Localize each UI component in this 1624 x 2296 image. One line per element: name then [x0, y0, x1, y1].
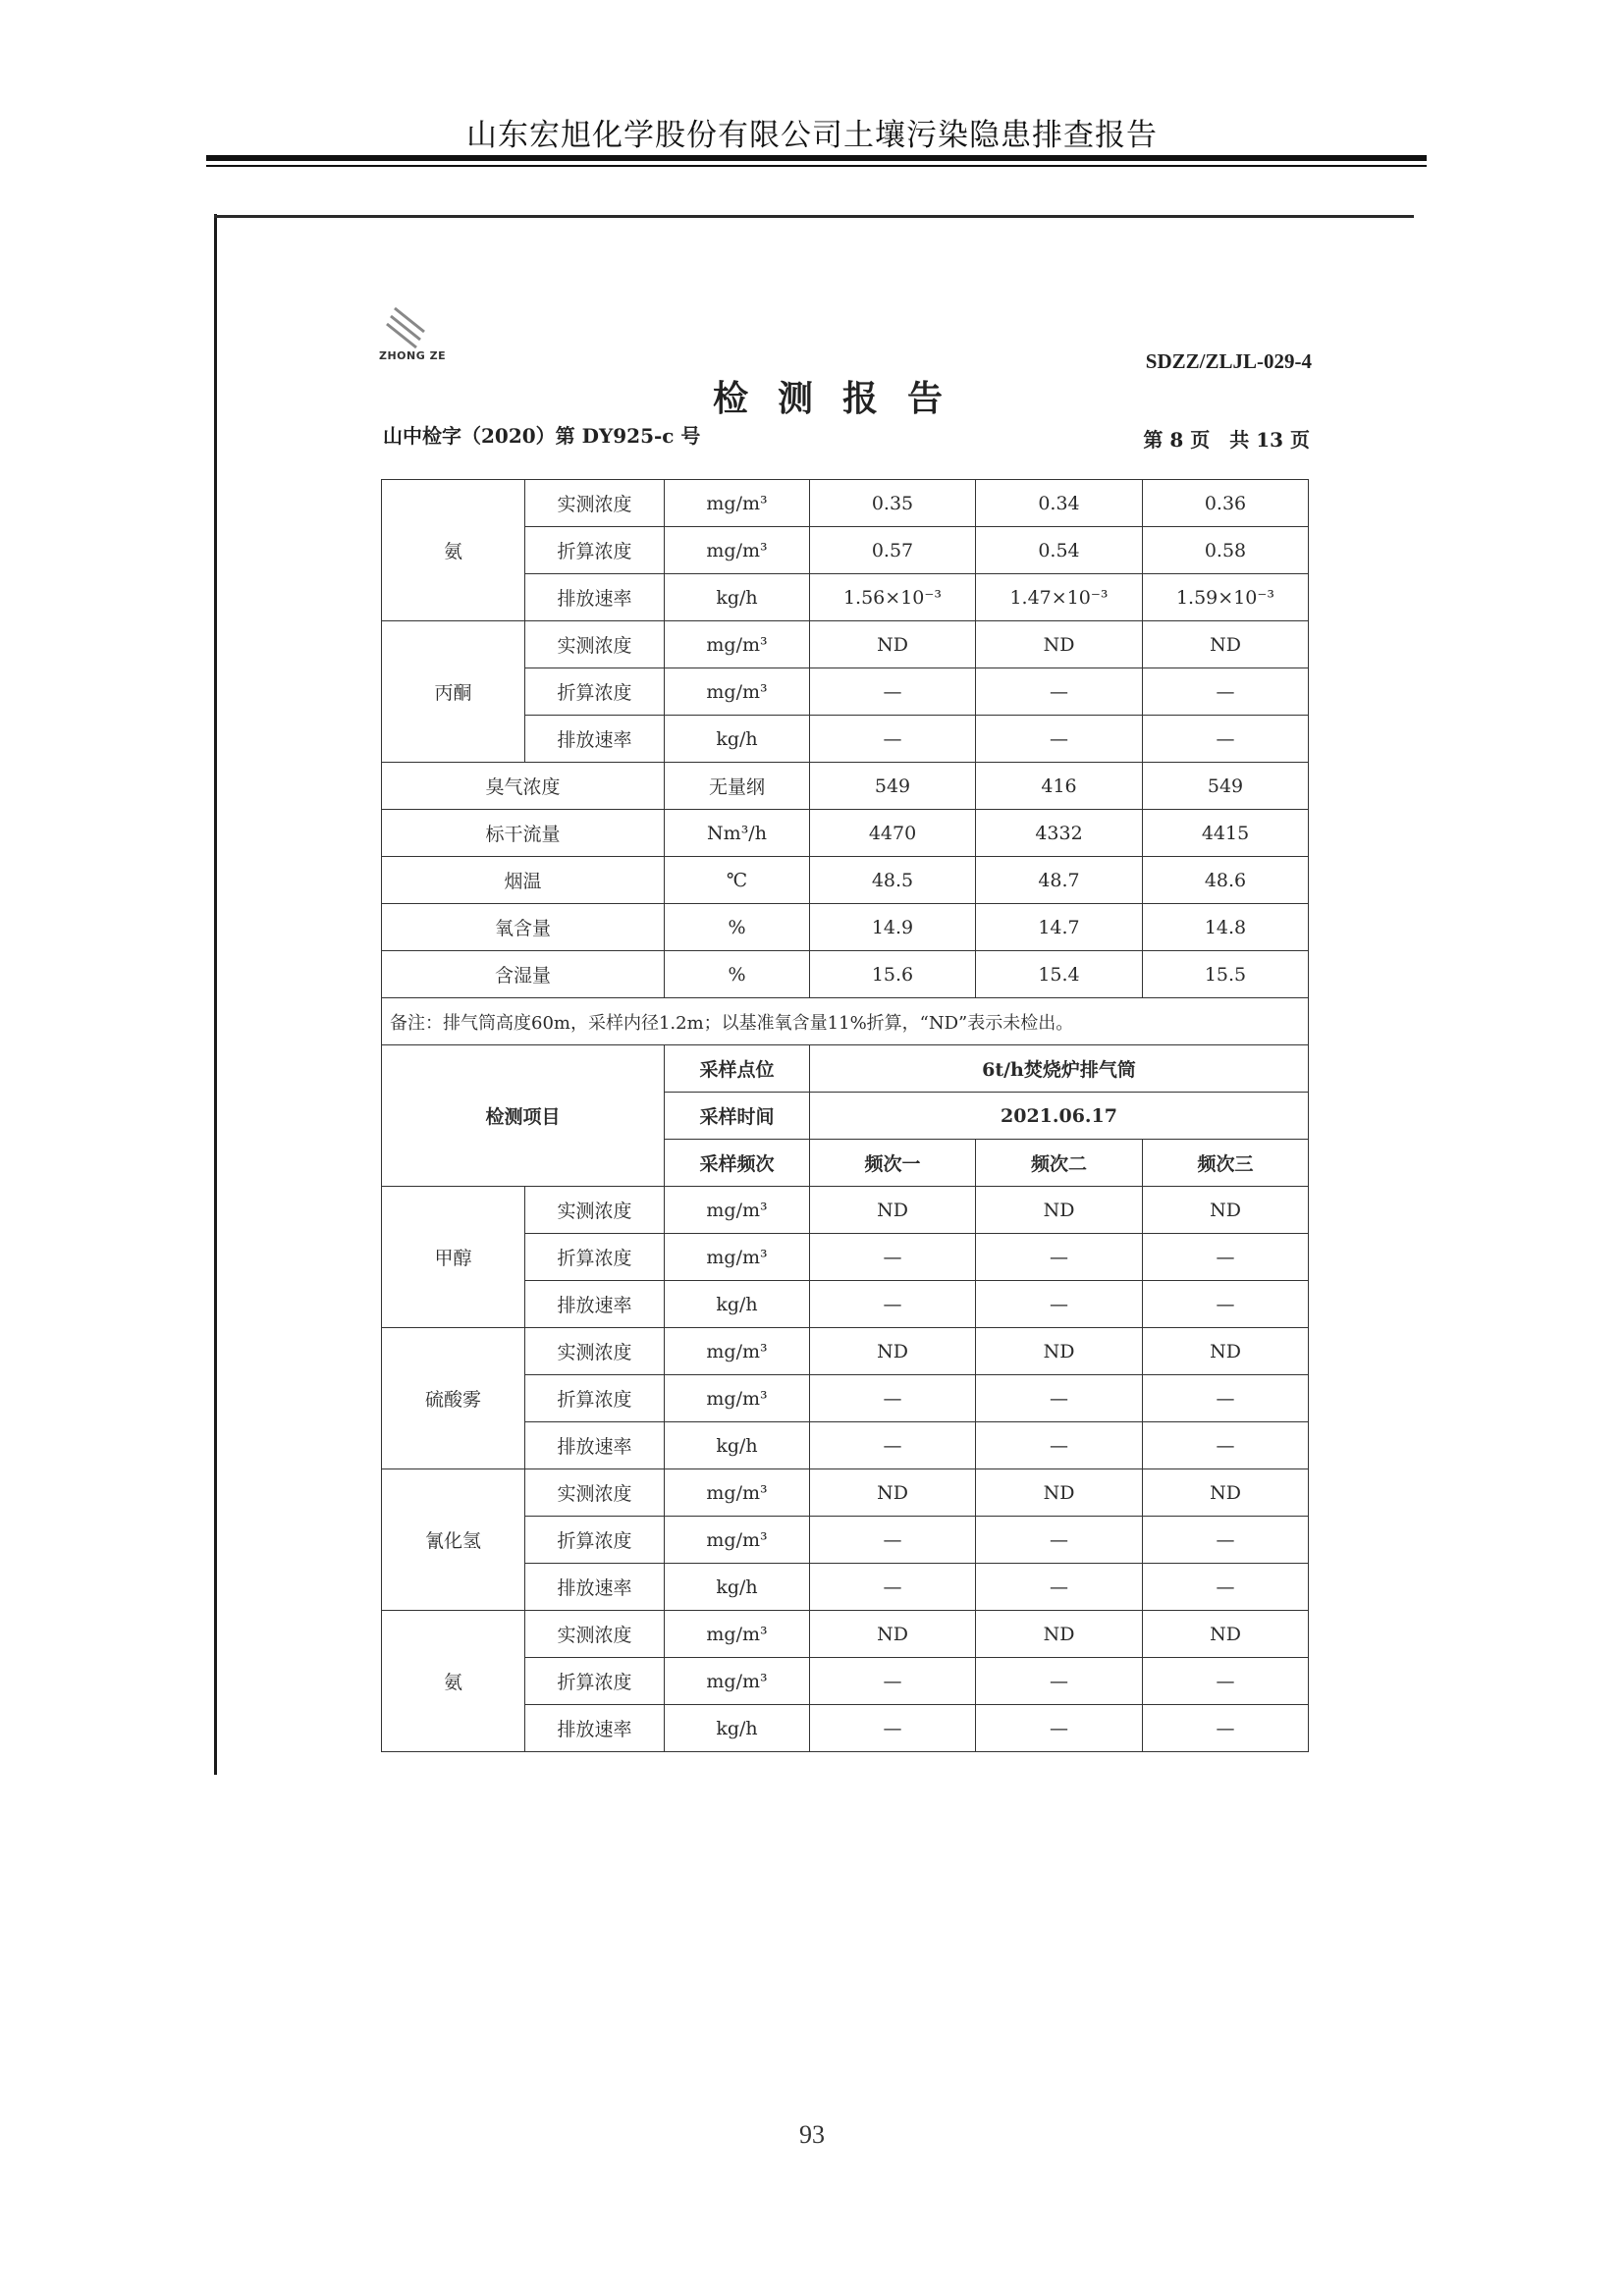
value-cell: —: [810, 716, 976, 763]
pollutant-name: 甲醇: [382, 1187, 525, 1328]
item-label: 折算浓度: [525, 668, 665, 716]
table-row: [382, 1328, 1309, 1375]
value-cell: —: [976, 716, 1143, 763]
unit-cell: 无量纲: [665, 763, 810, 810]
value-cell: —: [810, 668, 976, 716]
scan-border-left: [214, 214, 217, 1775]
unit-cell: Nm³/h: [665, 810, 810, 857]
item-label: 实测浓度: [525, 1611, 665, 1658]
value-cell: 14.9: [810, 904, 976, 951]
unit-cell: kg/h: [665, 1281, 810, 1328]
unit-cell: mg/m³: [665, 1658, 810, 1705]
item-label: 实测浓度: [525, 1187, 665, 1234]
page-header-title: 山东宏旭化学股份有限公司土壤污染隐患排查报告: [466, 118, 1158, 153]
table-row: [382, 1469, 1309, 1517]
item-label: 折算浓度: [525, 527, 665, 574]
unit-cell: mg/m³: [665, 1234, 810, 1281]
value-cell: ND: [1143, 1187, 1309, 1234]
freq-header: 频次三: [1143, 1140, 1309, 1187]
value-cell: ND: [810, 621, 976, 668]
table-row: [382, 1611, 1309, 1658]
value-cell: 1.47×10⁻³: [976, 574, 1143, 621]
unit-cell: kg/h: [665, 1705, 810, 1752]
value-cell: 1.56×10⁻³: [810, 574, 976, 621]
value-cell: —: [976, 1281, 1143, 1328]
freq-header: 频次一: [810, 1140, 976, 1187]
value-cell: ND: [1143, 621, 1309, 668]
value-cell: ND: [976, 1328, 1143, 1375]
table-row: [382, 951, 1309, 998]
value-cell: —: [810, 1564, 976, 1611]
unit-cell: kg/h: [665, 716, 810, 763]
value-cell: —: [976, 1517, 1143, 1564]
unit-cell: mg/m³: [665, 621, 810, 668]
value-cell: —: [976, 1375, 1143, 1422]
report-title: 检测报告: [713, 378, 973, 419]
value-cell: 48.7: [976, 857, 1143, 904]
value-cell: 15.5: [1143, 951, 1309, 998]
value-cell: —: [1143, 1658, 1309, 1705]
header-row: [382, 1045, 1309, 1093]
item-label: 臭气浓度: [382, 763, 665, 810]
unit-cell: mg/m³: [665, 1375, 810, 1422]
value-cell: —: [976, 668, 1143, 716]
value-cell: ND: [976, 1469, 1143, 1517]
header-rule-thick: [206, 155, 1427, 161]
item-label: 排放速率: [525, 1281, 665, 1328]
item-label: 排放速率: [525, 1422, 665, 1469]
value-cell: 0.57: [810, 527, 976, 574]
unit-cell: mg/m³: [665, 480, 810, 527]
value-cell: —: [976, 1658, 1143, 1705]
pollutant-name: 丙酮: [382, 621, 525, 763]
value-cell: —: [810, 1281, 976, 1328]
item-header: 检测项目: [382, 1045, 665, 1187]
table-note: 备注：排气筒高度60m，采样内径1.2m；以基准氧含量11%折算，“ND”表示未检出。: [382, 998, 1309, 1045]
value-cell: 14.7: [976, 904, 1143, 951]
value-cell: 4470: [810, 810, 976, 857]
value-cell: 48.5: [810, 857, 976, 904]
pollutant-name: 硫酸雾: [382, 1328, 525, 1469]
header-rule-thin: [206, 165, 1427, 167]
note-row: [382, 998, 1309, 1045]
item-label: 排放速率: [525, 1705, 665, 1752]
item-label: 折算浓度: [525, 1517, 665, 1564]
item-label: 含湿量: [382, 951, 665, 998]
item-label: 折算浓度: [525, 1234, 665, 1281]
value-cell: —: [1143, 716, 1309, 763]
value-cell: —: [976, 1564, 1143, 1611]
item-label: 实测浓度: [525, 480, 665, 527]
item-label: 实测浓度: [525, 1469, 665, 1517]
value-cell: 549: [810, 763, 976, 810]
value-cell: 15.6: [810, 951, 976, 998]
freq-header: 频次二: [976, 1140, 1143, 1187]
table-row: [382, 810, 1309, 857]
unit-cell: %: [665, 904, 810, 951]
value-cell: —: [810, 1705, 976, 1752]
unit-cell: mg/m³: [665, 527, 810, 574]
item-label: 折算浓度: [525, 1375, 665, 1422]
table-row: [382, 904, 1309, 951]
value-cell: 4415: [1143, 810, 1309, 857]
unit-cell: kg/h: [665, 574, 810, 621]
value-cell: —: [1143, 1705, 1309, 1752]
unit-cell: mg/m³: [665, 1611, 810, 1658]
report-number: 山中检字（2020）第 DY925-c 号: [383, 424, 701, 448]
unit-cell: mg/m³: [665, 1517, 810, 1564]
value-cell: —: [1143, 1517, 1309, 1564]
value-cell: 4332: [976, 810, 1143, 857]
table-row: [382, 621, 1309, 668]
value-cell: 15.4: [976, 951, 1143, 998]
pollutant-name: 氨: [382, 1611, 525, 1752]
value-cell: 48.6: [1143, 857, 1309, 904]
item-label: 标干流量: [382, 810, 665, 857]
value-cell: —: [810, 1375, 976, 1422]
freq-label: 采样频次: [665, 1140, 810, 1187]
unit-cell: mg/m³: [665, 1328, 810, 1375]
value-cell: ND: [810, 1611, 976, 1658]
value-cell: ND: [810, 1328, 976, 1375]
value-cell: —: [976, 1705, 1143, 1752]
page-info: 第 8 页 共 13 页: [1143, 428, 1310, 452]
unit-cell: kg/h: [665, 1422, 810, 1469]
value-cell: 0.35: [810, 480, 976, 527]
value-cell: 0.34: [976, 480, 1143, 527]
value-cell: —: [1143, 1422, 1309, 1469]
unit-cell: kg/h: [665, 1564, 810, 1611]
document-code: SDZZ/ZLJL-029-4: [1145, 349, 1312, 373]
value-cell: 14.8: [1143, 904, 1309, 951]
value-cell: ND: [1143, 1328, 1309, 1375]
table-row: [382, 1187, 1309, 1234]
time-label: 采样时间: [665, 1093, 810, 1140]
value-cell: ND: [1143, 1611, 1309, 1658]
point-label: 采样点位: [665, 1045, 810, 1093]
item-label: 实测浓度: [525, 621, 665, 668]
page-number: 93: [799, 2120, 825, 2149]
pollutant-name: 氰化氢: [382, 1469, 525, 1611]
value-cell: —: [810, 1658, 976, 1705]
table-row: [382, 763, 1309, 810]
item-label: 氧含量: [382, 904, 665, 951]
table-row: [382, 480, 1309, 527]
value-cell: ND: [976, 621, 1143, 668]
value-cell: 1.59×10⁻³: [1143, 574, 1309, 621]
item-label: 折算浓度: [525, 1658, 665, 1705]
value-cell: 0.58: [1143, 527, 1309, 574]
unit-cell: mg/m³: [665, 1469, 810, 1517]
value-cell: 0.54: [976, 527, 1143, 574]
value-cell: —: [1143, 1375, 1309, 1422]
results-table: [381, 479, 1309, 1752]
value-cell: ND: [810, 1187, 976, 1234]
item-label: 排放速率: [525, 1564, 665, 1611]
item-label: 排放速率: [525, 716, 665, 763]
value-cell: —: [810, 1422, 976, 1469]
item-label: 烟温: [382, 857, 665, 904]
unit-cell: ℃: [665, 857, 810, 904]
pollutant-name: 氨: [382, 480, 525, 621]
unit-cell: mg/m³: [665, 668, 810, 716]
value-cell: —: [1143, 668, 1309, 716]
unit-cell: mg/m³: [665, 1187, 810, 1234]
table-row: [382, 857, 1309, 904]
value-cell: —: [810, 1517, 976, 1564]
value-cell: ND: [1143, 1469, 1309, 1517]
value-cell: ND: [976, 1611, 1143, 1658]
unit-cell: %: [665, 951, 810, 998]
point-value: 6t/h焚烧炉排气筒: [810, 1045, 1309, 1093]
value-cell: —: [1143, 1234, 1309, 1281]
logo-text: ZHONG ZE: [379, 349, 447, 362]
item-label: 排放速率: [525, 574, 665, 621]
value-cell: 0.36: [1143, 480, 1309, 527]
value-cell: 549: [1143, 763, 1309, 810]
value-cell: 416: [976, 763, 1143, 810]
value-cell: —: [976, 1234, 1143, 1281]
scan-border-top: [214, 215, 1414, 218]
item-label: 实测浓度: [525, 1328, 665, 1375]
value-cell: —: [976, 1422, 1143, 1469]
value-cell: ND: [810, 1469, 976, 1517]
time-value: 2021.06.17: [810, 1093, 1309, 1140]
value-cell: ND: [976, 1187, 1143, 1234]
value-cell: —: [1143, 1281, 1309, 1328]
value-cell: —: [810, 1234, 976, 1281]
value-cell: —: [1143, 1564, 1309, 1611]
